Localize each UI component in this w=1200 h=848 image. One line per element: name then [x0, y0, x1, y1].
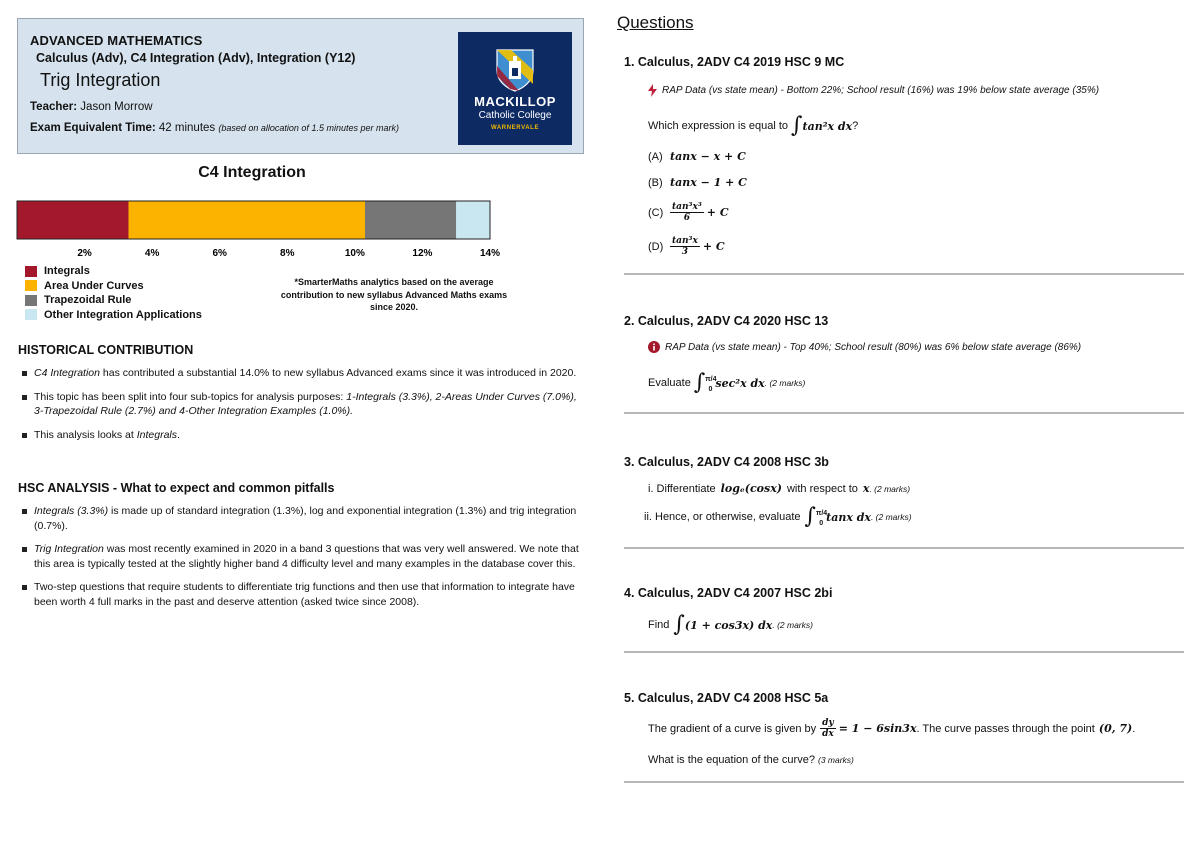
- question-4: [624, 586, 1184, 651]
- info-icon: [648, 341, 660, 353]
- exam-time-line: [30, 122, 399, 134]
- question-title: 5. Calculus, 2ADV C4 2008 HSC 5a: [624, 691, 829, 705]
- hsc-list: [34, 504, 586, 618]
- exam-time-note: (based on allocation of 1.5 minutes per mark): [218, 123, 399, 133]
- question-title: 1. Calculus, 2ADV C4 2019 HSC 9 MC: [624, 55, 845, 69]
- list-item: Trig Integration was most recently examined in 2020 in a band 3 questions that was very well answered. We note that this area is typically tested at the slightly higher band 4 difficulty level and many examples in the database cover this.: [34, 542, 586, 571]
- divider: [624, 273, 1184, 275]
- question-1: [624, 55, 1184, 275]
- question-prompt: Find ∫ (1 + cos3x) dx . (2 marks): [648, 612, 813, 637]
- x-tick-label: 6%: [212, 248, 227, 259]
- bar-segment-integrals: [17, 201, 128, 239]
- option-b[interactable]: (B) tanx − 1 + C: [648, 176, 747, 189]
- list-item: Two-step questions that require students to differentiate trig functions and then use that information to integrate have been worth 4 full marks in the past and deserve attention (asked twice since 2008).: [34, 580, 586, 609]
- option-a[interactable]: (A) tanx − x + C: [648, 150, 746, 163]
- questions-heading: Questions: [617, 13, 694, 32]
- option-c[interactable]: (C) $\frac{\text{tan³x³}}{6}$ + C: [648, 202, 729, 223]
- question-prompt: Evaluate ∫ π/4 0 sec²x dx . (2 marks): [648, 370, 806, 395]
- page-title: Trig Integration: [40, 70, 161, 90]
- legend-label: Other Integration Applications: [44, 308, 202, 321]
- x-tick-label: 8%: [280, 248, 295, 259]
- x-tick-label: 10%: [344, 248, 365, 259]
- topic-path: Calculus (Adv), C4 Integration (Adv), Integration (Y12): [36, 51, 356, 65]
- question-title: 2. Calculus, 2ADV C4 2020 HSC 13: [624, 314, 829, 328]
- bar-segment-area-under-curves: [128, 201, 365, 239]
- legend-label: Integrals: [44, 265, 90, 278]
- question-part-ii: ii. Hence, or otherwise, evaluate ∫ π/4 0 tanx dx . (2 marks): [644, 504, 912, 529]
- legend-label: Trapezoidal Rule: [44, 294, 132, 307]
- stacked-bar-chart: [10, 190, 500, 262]
- question-title: 3. Calculus, 2ADV C4 2008 HSC 3b: [624, 455, 829, 469]
- divider: [624, 651, 1184, 653]
- x-tick-label: 12%: [412, 248, 433, 259]
- rap-data: RAP Data (vs state mean) - Bottom 22%; School result (16%) was 19% below state average (35%): [648, 84, 1099, 97]
- legend-label: Area Under Curves: [44, 279, 144, 292]
- bar-segment-other-integration-applications: [456, 201, 490, 239]
- rap-data: RAP Data (vs state mean) - Top 40%; School result (80%) was 6% below state average (86%): [648, 341, 1081, 353]
- list-item: This topic has been split into four sub-topics for analysis purposes: 1-Integrals (3.3%), 2-Areas Under Curves (7.0%), 3-Trapezoidal Rule (2.7%) and 4-Other Integration Examples (1.0%).: [34, 390, 586, 419]
- header-panel: [17, 18, 584, 154]
- legend-swatch: [25, 266, 37, 277]
- divider: [624, 412, 1184, 414]
- option-d[interactable]: (D) $\frac{\text{tan³x}}{3}$ + C: [648, 236, 725, 257]
- chart-legend: [25, 264, 202, 322]
- legend-swatch: [25, 280, 37, 291]
- divider: [624, 781, 1184, 783]
- logo-subtitle: Catholic College: [478, 110, 552, 121]
- logo-name: MACKILLOP: [474, 94, 556, 109]
- divider: [624, 547, 1184, 549]
- list-item: This analysis looks at Integrals.: [34, 428, 586, 443]
- question-title: 4. Calculus, 2ADV C4 2007 HSC 2bi: [624, 586, 833, 600]
- teacher-line: [30, 101, 153, 113]
- legend-item: [25, 293, 202, 308]
- legend-item: [25, 308, 202, 323]
- question-prompt-2: What is the equation of the curve? (3 marks): [648, 754, 854, 766]
- question-prompt: Which expression is equal to ∫ tan²x dx ?: [648, 113, 859, 138]
- question-5: [624, 691, 1184, 781]
- list-item: Integrals (3.3%) is made up of standard integration (1.3%), log and exponential integration (1.3%) and trig integration (0.7%).: [34, 504, 586, 533]
- historical-heading: HISTORICAL CONTRIBUTION: [18, 343, 194, 357]
- chart-note: *SmarterMaths analytics based on the average contribution to new syllabus Advanced Maths exams since 2020.: [280, 277, 508, 312]
- question-2: [624, 314, 1184, 414]
- shield-icon: [494, 46, 536, 92]
- lightning-icon: [648, 84, 657, 97]
- legend-item: [25, 279, 202, 294]
- teacher-label: Teacher:: [30, 101, 78, 113]
- legend-item: [25, 264, 202, 279]
- question-part-i: i. Differentiate logₑ(cosx) with respect to x . (2 marks): [648, 482, 911, 495]
- list-item: C4 Integration has contributed a substantial 14.0% to new syllabus Advanced exams since it was introduced in 2020.: [34, 366, 586, 381]
- course-name: ADVANCED MATHEMATICS: [30, 33, 203, 48]
- school-logo: [458, 32, 572, 145]
- hsc-heading: HSC ANALYSIS - What to expect and common pitfalls: [18, 481, 335, 495]
- bar-segment-trapezoidal-rule: [365, 201, 456, 239]
- teacher-name: Jason Morrow: [80, 101, 153, 113]
- x-tick-label: 14%: [479, 248, 500, 259]
- legend-swatch: [25, 309, 37, 320]
- legend-swatch: [25, 295, 37, 306]
- logo-place: WARNERVALE: [490, 125, 540, 131]
- exam-time-label: Exam Equivalent Time:: [30, 122, 156, 134]
- x-tick-label: 2%: [77, 248, 92, 259]
- x-tick-label: 4%: [144, 248, 160, 259]
- exam-time-value: 42 minutes: [158, 122, 216, 134]
- question-3: [624, 455, 1184, 550]
- question-prompt: The gradient of a curve is given by $\frac{dy}{dx}$ = 1 − 6sin3x . The curve passes through the point (0, 7) .: [648, 718, 1136, 739]
- chart-title: C4 Integration: [198, 164, 306, 181]
- historical-list: [34, 366, 586, 451]
